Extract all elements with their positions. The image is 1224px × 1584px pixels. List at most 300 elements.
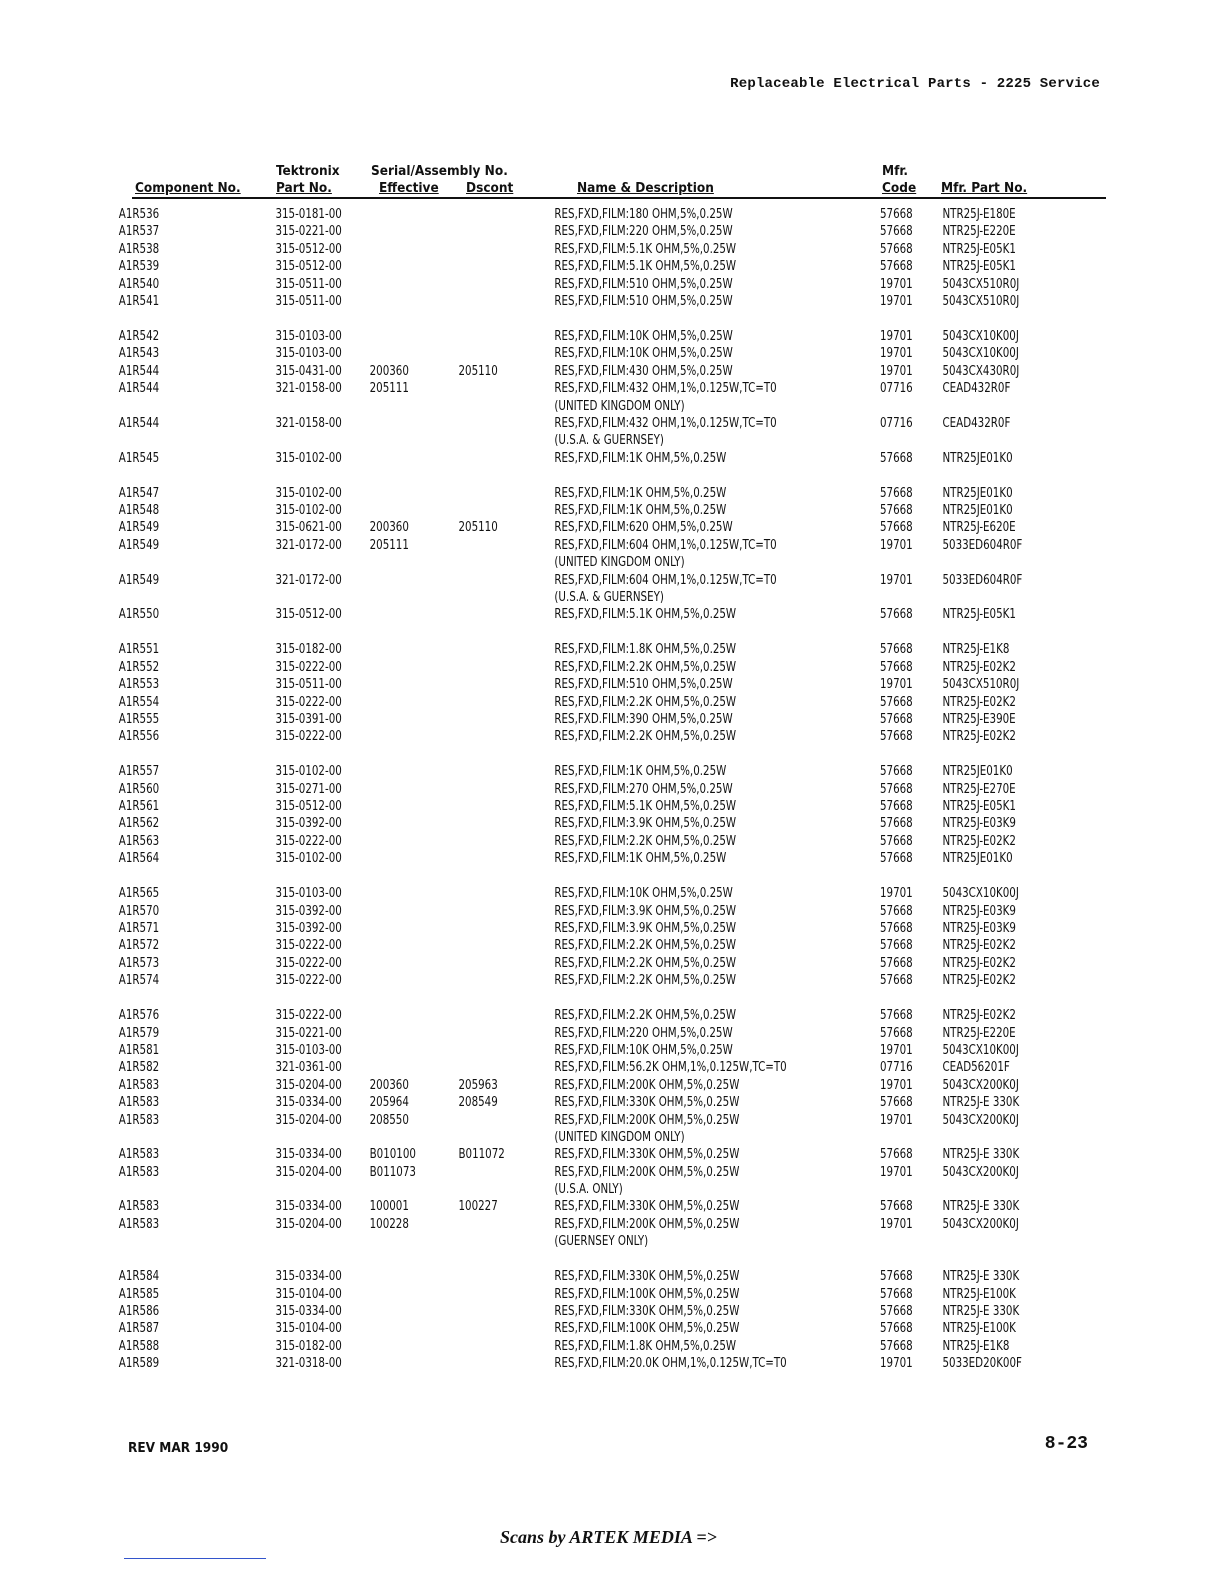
cell-description: RES,FXD,FILM:330K OHM,5%,0.25W — [554, 1147, 740, 1163]
cell-component-no: A1R576 — [118, 1008, 160, 1024]
cell-mfr-code: 57668 — [880, 1321, 913, 1337]
cell-mfr-code: 57668 — [880, 659, 913, 675]
parts-table-body — [0, 206, 1224, 1373]
table-row-note — [0, 432, 1077, 449]
cell-part-no: 315-0334-00 — [275, 1199, 342, 1215]
cell-mfr-part-no: NTR25JE01K0 — [942, 485, 1013, 501]
cell-effective: 200360 — [369, 363, 409, 379]
header-rule — [132, 197, 1106, 199]
cell-part-no: 315-0204-00 — [275, 1077, 342, 1093]
table-row — [0, 572, 1077, 589]
cell-effective: 205964 — [369, 1095, 409, 1111]
cell-description: RES,FXD,FILM:100K OHM,5%,0.25W — [554, 1321, 740, 1337]
table-row — [0, 1042, 1077, 1059]
cell-component-no: A1R537 — [118, 224, 160, 240]
cell-part-no: 315-0103-00 — [275, 1042, 342, 1058]
group-spacer — [0, 868, 1224, 886]
cell-component-no: A1R544 — [118, 363, 160, 379]
cell-component-no: A1R583 — [118, 1199, 160, 1215]
cell-component-no: A1R582 — [118, 1060, 160, 1076]
cell-description: RES,FXD,FILM:200K OHM,5%,0.25W — [554, 1077, 740, 1093]
table-row — [0, 1094, 1077, 1111]
table-row — [0, 641, 1077, 658]
cell-effective: B010100 — [369, 1147, 416, 1163]
cell-mfr-code: 57668 — [880, 816, 913, 832]
cell-dscont: 100227 — [458, 1199, 498, 1215]
cell-mfr-code: 57668 — [880, 1147, 913, 1163]
cell-mfr-code: 57668 — [880, 799, 913, 815]
cell-component-no: A1R543 — [118, 346, 160, 362]
table-row — [0, 1286, 1077, 1303]
cell-mfr-part-no: NTR25J-E05K1 — [942, 259, 1016, 275]
page-number: 8-23 — [1044, 1434, 1088, 1454]
table-row — [0, 1164, 1077, 1181]
cell-part-no: 321-0172-00 — [275, 572, 342, 588]
cell-part-no: 315-0102-00 — [275, 485, 342, 501]
cell-dscont: 205110 — [458, 363, 498, 379]
cell-mfr-part-no: NTR25J-E02K2 — [942, 1008, 1016, 1024]
group-spacer — [0, 467, 1224, 485]
cell-mfr-part-no: NTR25JE01K0 — [942, 450, 1013, 466]
cell-mfr-part-no: NTR25J-E02K2 — [942, 955, 1016, 971]
cell-mfr-part-no: NTR25J-E 330K — [942, 1147, 1020, 1163]
table-row — [0, 363, 1077, 380]
cell-component-no: A1R560 — [118, 781, 160, 797]
cell-mfr-part-no: NTR25J-E1K8 — [942, 1338, 1010, 1354]
table-row-note — [0, 589, 1077, 606]
cell-description: RES,FXD,FILM:100K OHM,5%,0.25W — [554, 1286, 740, 1302]
cell-part-no: 315-0392-00 — [275, 816, 342, 832]
cell-mfr-part-no: NTR25J-E390E — [942, 711, 1016, 727]
cell-part-no: 315-0102-00 — [275, 503, 342, 519]
table-row-note — [0, 1233, 1077, 1250]
cell-part-no: 321-0361-00 — [275, 1060, 342, 1076]
group-spacer — [0, 310, 1224, 328]
table-row-note — [0, 1181, 1077, 1198]
cell-part-no: 315-0204-00 — [275, 1216, 342, 1232]
cell-component-no: A1R550 — [118, 607, 160, 623]
cell-description-note: (UNITED KINGDOM ONLY) — [554, 398, 685, 414]
cell-mfr-part-no: NTR25J-E02K2 — [942, 973, 1016, 989]
cell-component-no: A1R581 — [118, 1042, 160, 1058]
cell-mfr-code: 57668 — [880, 955, 913, 971]
cell-effective: B011073 — [369, 1164, 416, 1180]
cell-part-no: 315-0511-00 — [275, 276, 342, 292]
table-row-note — [0, 1129, 1077, 1146]
cell-mfr-code: 07716 — [880, 415, 913, 431]
cell-part-no: 315-0222-00 — [275, 973, 342, 989]
cell-description: RES,FXD,FILM:432 OHM,1%,0.125W,TC=T0 — [554, 381, 777, 397]
cell-mfr-part-no: 5043CX430R0J — [942, 363, 1020, 379]
cell-description: RES,FXD,FILM:5.1K OHM,5%,0.25W — [554, 607, 737, 623]
cell-part-no: 315-0204-00 — [275, 1112, 342, 1128]
cell-effective: 200360 — [369, 1077, 409, 1093]
cell-description-note: (UNITED KINGDOM ONLY) — [554, 1129, 685, 1145]
cell-mfr-part-no: NTR25J-E05K1 — [942, 799, 1016, 815]
cell-description: RES,FXD,FILM:220 OHM,5%,0.25W — [554, 224, 733, 240]
cell-mfr-code: 57668 — [880, 903, 913, 919]
cell-description: RES,FXD,FILM:2.2K OHM,5%,0.25W — [554, 729, 737, 745]
cell-component-no: A1R571 — [118, 921, 160, 937]
cell-component-no: A1R572 — [118, 938, 160, 954]
cell-mfr-part-no: 5033ED604R0F — [942, 572, 1023, 588]
cell-mfr-code: 57668 — [880, 503, 913, 519]
cell-part-no: 315-0621-00 — [275, 520, 342, 536]
cell-description: RES,FXD,FILM:10K OHM,5%,0.25W — [554, 1042, 733, 1058]
cell-description-note: (U.S.A. & GUERNSEY) — [554, 433, 664, 449]
cell-description: RES,FXD,FILM:3.9K OHM,5%,0.25W — [554, 816, 737, 832]
cell-component-no: A1R589 — [118, 1356, 160, 1372]
cell-mfr-part-no: 5043CX10K00J — [942, 1042, 1019, 1058]
cell-part-no: 315-0512-00 — [275, 607, 342, 623]
cell-component-no: A1R539 — [118, 259, 160, 275]
table-row — [0, 815, 1077, 832]
cell-part-no: 315-0392-00 — [275, 921, 342, 937]
cell-part-no: 315-0104-00 — [275, 1286, 342, 1302]
cell-dscont: 208549 — [458, 1095, 498, 1111]
table-row — [0, 711, 1077, 728]
cell-component-no: A1R586 — [118, 1304, 160, 1320]
cell-mfr-part-no: NTR25J-E620E — [942, 520, 1016, 536]
cell-part-no: 315-0222-00 — [275, 1008, 342, 1024]
cell-mfr-code: 57668 — [880, 485, 913, 501]
table-row — [0, 485, 1077, 502]
cell-part-no: 315-0392-00 — [275, 903, 342, 919]
cell-effective: 200360 — [369, 520, 409, 536]
cell-mfr-code: 57668 — [880, 851, 913, 867]
header-effective: Effective — [379, 180, 439, 196]
cell-part-no: 315-0222-00 — [275, 955, 342, 971]
cell-part-no: 321-0158-00 — [275, 415, 342, 431]
cell-description: RES,FXD,FILM:3.9K OHM,5%,0.25W — [554, 921, 737, 937]
cell-description: RES,FXD,FILM:620 OHM,5%,0.25W — [554, 520, 733, 536]
cell-description: RES,FXD,FILM:1K OHM,5%,0.25W — [554, 851, 727, 867]
cell-component-no: A1R544 — [118, 415, 160, 431]
cell-part-no: 315-0222-00 — [275, 694, 342, 710]
cell-description: RES,FXD,FILM:3.9K OHM,5%,0.25W — [554, 903, 737, 919]
group-spacer — [0, 746, 1224, 764]
cell-component-no: A1R583 — [118, 1077, 160, 1093]
table-row — [0, 676, 1077, 693]
cell-effective: 205111 — [369, 381, 409, 397]
cell-part-no: 315-0511-00 — [275, 677, 342, 693]
cell-component-no: A1R570 — [118, 903, 160, 919]
table-row-note — [0, 398, 1077, 415]
table-row — [0, 223, 1077, 240]
cell-part-no: 315-0221-00 — [275, 1025, 342, 1041]
cell-mfr-code: 19701 — [880, 293, 913, 309]
cell-description: RES,FXD,FILM:1.8K OHM,5%,0.25W — [554, 1338, 737, 1354]
table-row — [0, 276, 1077, 293]
cell-mfr-code: 57668 — [880, 764, 913, 780]
table-row — [0, 955, 1077, 972]
cell-part-no: 315-0222-00 — [275, 938, 342, 954]
cell-part-no: 315-0431-00 — [275, 363, 342, 379]
cell-component-no: A1R549 — [118, 520, 160, 536]
table-row — [0, 606, 1077, 623]
cell-component-no: A1R555 — [118, 711, 160, 727]
cell-mfr-code: 57668 — [880, 973, 913, 989]
header-mfr: Mfr. — [882, 163, 909, 179]
cell-mfr-part-no: 5043CX200K0J — [942, 1112, 1019, 1128]
cell-description: RES,FXD,FILM:1K OHM,5%,0.25W — [554, 764, 727, 780]
table-row — [0, 763, 1077, 780]
table-row — [0, 1216, 1077, 1233]
footer-link-rule — [124, 1558, 266, 1559]
cell-part-no: 315-0271-00 — [275, 781, 342, 797]
cell-mfr-part-no: CEAD432R0F — [942, 415, 1011, 431]
cell-mfr-part-no: 5043CX510R0J — [942, 677, 1020, 693]
cell-mfr-code: 19701 — [880, 1356, 913, 1372]
cell-mfr-part-no: NTR25J-E 330K — [942, 1199, 1020, 1215]
cell-mfr-code: 19701 — [880, 537, 913, 553]
table-row — [0, 937, 1077, 954]
cell-component-no: A1R583 — [118, 1112, 160, 1128]
cell-mfr-part-no: 5033ED604R0F — [942, 537, 1023, 553]
cell-mfr-code: 57668 — [880, 207, 913, 222]
cell-part-no: 315-0102-00 — [275, 764, 342, 780]
cell-mfr-code: 19701 — [880, 276, 913, 292]
cell-mfr-part-no: NTR25J-E1K8 — [942, 642, 1010, 658]
cell-dscont: 205963 — [458, 1077, 498, 1093]
cell-mfr-part-no: NTR25J-E02K2 — [942, 659, 1016, 675]
cell-effective: 100001 — [369, 1199, 409, 1215]
cell-mfr-part-no: CEAD56201F — [942, 1060, 1010, 1076]
cell-mfr-part-no: NTR25J-E02K2 — [942, 938, 1016, 954]
cell-mfr-part-no: 5033ED20K00F — [942, 1356, 1022, 1372]
cell-description: RES,FXD,FILM:430 OHM,5%,0.25W — [554, 363, 733, 379]
cell-mfr-code: 19701 — [880, 363, 913, 379]
table-row — [0, 328, 1077, 345]
cell-mfr-code: 19701 — [880, 572, 913, 588]
cell-description: RES,FXD,FILM:2.2K OHM,5%,0.25W — [554, 955, 737, 971]
cell-mfr-code: 57668 — [880, 1199, 913, 1215]
cell-description: RES,FXD,FILM:200K OHM,5%,0.25W — [554, 1216, 740, 1232]
table-row — [0, 1198, 1077, 1215]
cell-part-no: 315-0182-00 — [275, 642, 342, 658]
cell-mfr-code: 19701 — [880, 1216, 913, 1232]
cell-part-no: 321-0172-00 — [275, 537, 342, 553]
table-row — [0, 833, 1077, 850]
cell-component-no: A1R587 — [118, 1321, 160, 1337]
cell-mfr-code: 19701 — [880, 1042, 913, 1058]
group-spacer — [0, 1251, 1224, 1269]
cell-mfr-part-no: NTR25J-E220E — [942, 224, 1016, 240]
cell-description-note: (GUERNSEY ONLY) — [554, 1234, 649, 1250]
table-row — [0, 781, 1077, 798]
cell-description: RES,FXD,FILM:2.2K OHM,5%,0.25W — [554, 938, 737, 954]
cell-description: RES,FXD,FILM:604 OHM,1%,0.125W,TC=T0 — [554, 572, 777, 588]
cell-mfr-code: 57668 — [880, 1286, 913, 1302]
cell-mfr-part-no: 5043CX10K00J — [942, 886, 1019, 902]
table-row — [0, 1112, 1077, 1129]
cell-mfr-code: 57668 — [880, 694, 913, 710]
cell-mfr-code: 57668 — [880, 1304, 913, 1320]
table-row — [0, 1025, 1077, 1042]
cell-mfr-part-no: NTR25J-E05K1 — [942, 241, 1016, 257]
table-row — [0, 450, 1077, 467]
cell-component-no: A1R579 — [118, 1025, 160, 1041]
cell-description: RES,FXD,FILM:1K OHM,5%,0.25W — [554, 503, 727, 519]
cell-description-note: (U.S.A. ONLY) — [554, 1182, 623, 1198]
cell-mfr-part-no: 5043CX200K0J — [942, 1216, 1019, 1232]
cell-component-no: A1R561 — [118, 799, 160, 815]
cell-description: RES,FXD,FILM:432 OHM,1%,0.125W,TC=T0 — [554, 415, 777, 431]
table-row — [0, 885, 1077, 902]
cell-part-no: 321-0158-00 — [275, 381, 342, 397]
header-code: Code — [882, 180, 917, 196]
cell-part-no: 315-0512-00 — [275, 799, 342, 815]
cell-mfr-code: 19701 — [880, 886, 913, 902]
cell-description: RES,FXD,FILM:604 OHM,1%,0.125W,TC=T0 — [554, 537, 777, 553]
cell-part-no: 315-0511-00 — [275, 293, 342, 309]
cell-part-no: 315-0182-00 — [275, 1338, 342, 1354]
cell-description: RES,FXD,FILM:1K OHM,5%,0.25W — [554, 485, 727, 501]
table-row — [0, 1077, 1077, 1094]
cell-dscont: 205110 — [458, 520, 498, 536]
cell-effective: 100228 — [369, 1216, 409, 1232]
table-row — [0, 1320, 1077, 1337]
cell-part-no: 315-0221-00 — [275, 224, 342, 240]
cell-part-no: 315-0102-00 — [275, 450, 342, 466]
cell-mfr-part-no: 5043CX510R0J — [942, 293, 1020, 309]
running-head: Replaceable Electrical Parts - 2225 Service — [730, 76, 1100, 92]
cell-component-no: A1R565 — [118, 886, 160, 902]
table-row — [0, 1007, 1077, 1024]
cell-mfr-code: 57668 — [880, 450, 913, 466]
cell-part-no: 315-0103-00 — [275, 328, 342, 344]
cell-part-no: 315-0391-00 — [275, 711, 342, 727]
cell-component-no: A1R541 — [118, 293, 160, 309]
cell-mfr-part-no: 5043CX200K0J — [942, 1164, 1019, 1180]
cell-mfr-part-no: NTR25J-E180E — [942, 207, 1016, 222]
cell-component-no: A1R553 — [118, 677, 160, 693]
cell-description: RES,FXD,FILM:56.2K OHM,1%,0.125W,TC=T0 — [554, 1060, 787, 1076]
cell-part-no: 315-0512-00 — [275, 259, 342, 275]
cell-component-no: A1R552 — [118, 659, 160, 675]
cell-mfr-code: 19701 — [880, 1164, 913, 1180]
cell-mfr-code: 57668 — [880, 938, 913, 954]
cell-effective: 208550 — [369, 1112, 409, 1128]
cell-component-no: A1R540 — [118, 276, 160, 292]
cell-description: RES,FXD,FILM:1K OHM,5%,0.25W — [554, 450, 727, 466]
cell-mfr-part-no: NTR25J-E 330K — [942, 1095, 1020, 1111]
cell-description: RES,FXD,FILM:2.2K OHM,5%,0.25W — [554, 973, 737, 989]
cell-component-no: A1R548 — [118, 503, 160, 519]
cell-part-no: 315-0512-00 — [275, 241, 342, 257]
cell-description: RES,FXD,FILM:200K OHM,5%,0.25W — [554, 1164, 740, 1180]
table-row — [0, 519, 1077, 536]
cell-component-no: A1R557 — [118, 764, 160, 780]
cell-mfr-part-no: 5043CX510R0J — [942, 276, 1020, 292]
table-row — [0, 850, 1077, 867]
cell-part-no: 315-0103-00 — [275, 886, 342, 902]
cell-component-no: A1R538 — [118, 241, 160, 257]
table-row — [0, 415, 1077, 432]
table-row — [0, 1268, 1077, 1285]
table-row — [0, 1059, 1077, 1076]
cell-mfr-part-no: NTR25J-E 330K — [942, 1269, 1020, 1285]
cell-component-no: A1R551 — [118, 642, 160, 658]
cell-component-no: A1R584 — [118, 1269, 160, 1285]
cell-description: RES,FXD,FILM:5.1K OHM,5%,0.25W — [554, 241, 737, 257]
cell-description: RES,FXD,FILM:510 OHM,5%,0.25W — [554, 276, 733, 292]
table-row — [0, 293, 1077, 310]
cell-description: RES,FXD,FILM:5.1K OHM,5%,0.25W — [554, 799, 737, 815]
cell-component-no: A1R556 — [118, 729, 160, 745]
cell-description: RES,FXD,FILM:2.2K OHM,5%,0.25W — [554, 833, 737, 849]
cell-mfr-code: 19701 — [880, 346, 913, 362]
table-row — [0, 537, 1077, 554]
table-row — [0, 798, 1077, 815]
cell-part-no: 315-0334-00 — [275, 1095, 342, 1111]
cell-mfr-code: 57668 — [880, 1095, 913, 1111]
header-dscont: Dscont — [466, 180, 514, 196]
cell-component-no: A1R583 — [118, 1164, 160, 1180]
cell-mfr-code: 57668 — [880, 642, 913, 658]
cell-mfr-part-no: NTR25JE01K0 — [942, 503, 1013, 519]
cell-mfr-code: 57668 — [880, 1025, 913, 1041]
cell-mfr-code: 57668 — [880, 1338, 913, 1354]
cell-mfr-code: 57668 — [880, 711, 913, 727]
cell-description: RES,FXD,FILM:270 OHM,5%,0.25W — [554, 781, 733, 797]
cell-part-no: 315-0334-00 — [275, 1147, 342, 1163]
cell-mfr-code: 57668 — [880, 1008, 913, 1024]
table-row — [0, 1338, 1077, 1355]
cell-description: RES,FXD,FILM:20.0K OHM,1%,0.125W,TC=T0 — [554, 1356, 787, 1372]
header-component-no: Component No. — [135, 180, 241, 196]
cell-mfr-part-no: NTR25JE01K0 — [942, 851, 1013, 867]
cell-component-no: A1R562 — [118, 816, 160, 832]
table-row — [0, 694, 1077, 711]
cell-part-no: 315-0334-00 — [275, 1269, 342, 1285]
table-row — [0, 206, 1077, 223]
table-row — [0, 728, 1077, 745]
cell-part-no: 315-0204-00 — [275, 1164, 342, 1180]
cell-mfr-part-no: NTR25J-E02K2 — [942, 833, 1016, 849]
cell-mfr-code: 19701 — [880, 1112, 913, 1128]
cell-component-no: A1R585 — [118, 1286, 160, 1302]
header-mfr-part-no: Mfr. Part No. — [941, 180, 1028, 196]
group-spacer — [0, 990, 1224, 1008]
cell-mfr-code: 07716 — [880, 1060, 913, 1076]
cell-component-no: A1R544 — [118, 381, 160, 397]
cell-mfr-part-no: 5043CX10K00J — [942, 346, 1019, 362]
cell-mfr-code: 57668 — [880, 781, 913, 797]
table-row — [0, 345, 1077, 362]
cell-mfr-part-no: NTR25J-E05K1 — [942, 607, 1016, 623]
cell-description: RES,FXD,FILM:510 OHM,5%,0.25W — [554, 677, 733, 693]
cell-component-no: A1R564 — [118, 851, 160, 867]
cell-component-no: A1R547 — [118, 485, 160, 501]
cell-description: RES,FXD,FILM:2.2K OHM,5%,0.25W — [554, 694, 737, 710]
cell-description: RES,FXD,FILM:10K OHM,5%,0.25W — [554, 346, 733, 362]
table-row — [0, 1303, 1077, 1320]
table-row — [0, 1355, 1077, 1372]
revision-date: REV MAR 1990 — [128, 1440, 229, 1456]
table-row-note — [0, 554, 1077, 571]
cell-part-no: 315-0103-00 — [275, 346, 342, 362]
cell-description: RES,FXD,FILM:330K OHM,5%,0.25W — [554, 1304, 740, 1320]
cell-mfr-part-no: NTR25J-E03K9 — [942, 903, 1016, 919]
cell-mfr-part-no: NTR25J-E100K — [942, 1321, 1016, 1337]
cell-part-no: 315-0104-00 — [275, 1321, 342, 1337]
cell-description: RES,FXD,FILM:330K OHM,5%,0.25W — [554, 1269, 740, 1285]
cell-mfr-part-no: 5043CX200K0J — [942, 1077, 1019, 1093]
cell-description: RES,FXD,FILM:330K OHM,5%,0.25W — [554, 1199, 740, 1215]
cell-component-no: A1R574 — [118, 973, 160, 989]
cell-description: RES,FXD.FILM:390 OHM,5%,0.25W — [554, 711, 733, 727]
